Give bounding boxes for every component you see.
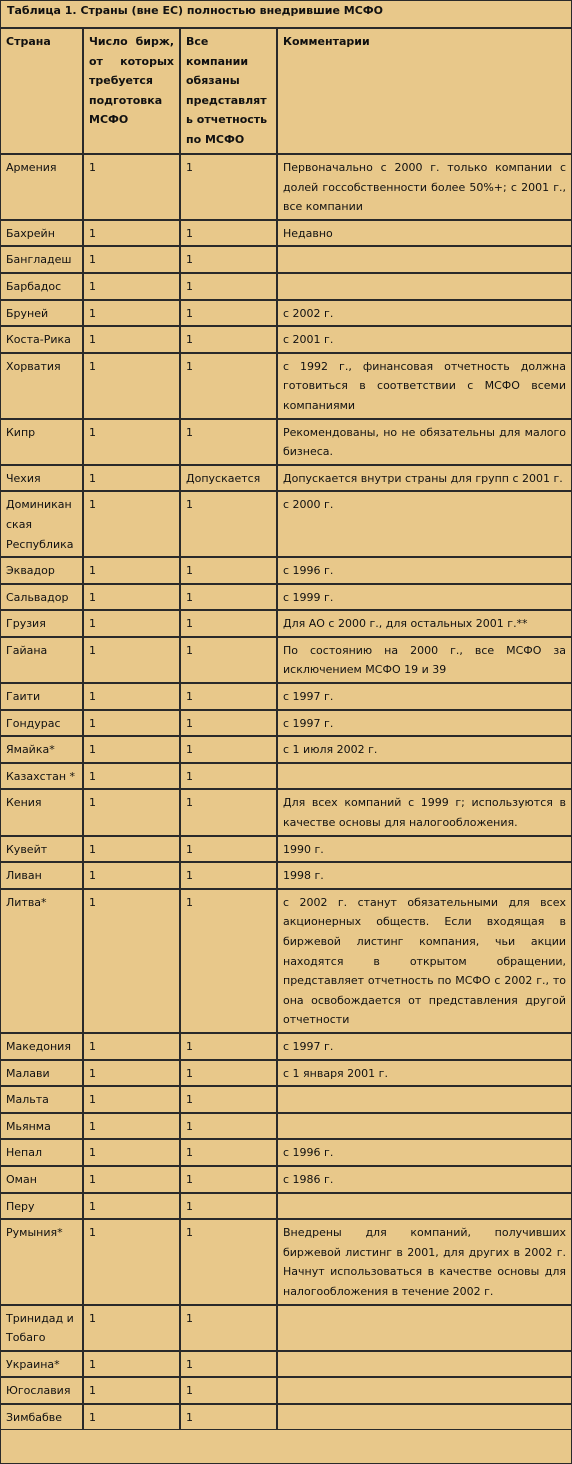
- all-companies-cell: 1: [180, 220, 277, 247]
- table-row: [1, 637, 571, 683]
- table-row: [1, 1086, 571, 1113]
- country-cell: Грузия: [1, 610, 83, 637]
- exchanges-cell: 1: [83, 1166, 180, 1193]
- exchanges-cell: 1: [83, 584, 180, 611]
- country-cell: Мальта: [1, 1086, 83, 1113]
- comment-cell: Допускается внутри страны для групп с 2001 г.: [277, 465, 571, 492]
- country-cell: Бруней: [1, 300, 83, 327]
- table-row: [1, 1404, 571, 1431]
- country-cell: Кения: [1, 789, 83, 835]
- country-cell: Ливан: [1, 862, 83, 889]
- table-row: [1, 1305, 571, 1351]
- comment-cell: с 1997 г.: [277, 683, 571, 710]
- table-row: [1, 1219, 571, 1304]
- header-comments: Комментарии: [277, 28, 571, 154]
- comment-cell: [277, 1086, 571, 1113]
- comment-cell: [277, 1351, 571, 1378]
- table-row: [1, 1166, 571, 1193]
- exchanges-cell: 1: [83, 1377, 180, 1404]
- all-companies-cell: 1: [180, 1060, 277, 1087]
- table-row: [1, 736, 571, 763]
- table-row: [1, 419, 571, 465]
- comment-cell: Внедрены для компаний, получивших биржевой листинг в 2001, для других в 2002 г. Начнут использоваться в качестве основы для налогообложения в течение 2002 г.: [277, 1219, 571, 1304]
- exchanges-cell: 1: [83, 862, 180, 889]
- table-row: [1, 710, 571, 737]
- table-row: [1, 862, 571, 889]
- table-row: [1, 491, 571, 557]
- all-companies-cell: 1: [180, 1305, 277, 1351]
- all-companies-cell: 1: [180, 1086, 277, 1113]
- comment-cell: По состоянию на 2000 г., все МСФО за исключением МСФО 19 и 39: [277, 637, 571, 683]
- comment-cell: Для всех компаний с 1999 г; используются в качестве основы для налогообложения.: [277, 789, 571, 835]
- all-companies-cell: 1: [180, 610, 277, 637]
- country-cell: Украина*: [1, 1351, 83, 1378]
- country-cell: Румыния*: [1, 1219, 83, 1304]
- country-cell: Гондурас: [1, 710, 83, 737]
- comment-cell: с 2001 г.: [277, 326, 571, 353]
- table-row: [1, 1033, 571, 1060]
- exchanges-cell: 1: [83, 465, 180, 492]
- exchanges-cell: 1: [83, 610, 180, 637]
- comment-cell: 1998 г.: [277, 862, 571, 889]
- comment-cell: 1990 г.: [277, 836, 571, 863]
- country-cell: Непал: [1, 1139, 83, 1166]
- country-cell: Казахстан *: [1, 763, 83, 790]
- countries-table: [1, 28, 571, 1430]
- country-cell: Коста-Рика: [1, 326, 83, 353]
- all-companies-cell: 1: [180, 710, 277, 737]
- exchanges-cell: 1: [83, 1351, 180, 1378]
- all-companies-cell: 1: [180, 246, 277, 273]
- country-cell: Кувейт: [1, 836, 83, 863]
- comment-cell: с 1996 г.: [277, 557, 571, 584]
- country-cell: Ямайка*: [1, 736, 83, 763]
- all-companies-cell: 1: [180, 1193, 277, 1220]
- all-companies-cell: 1: [180, 491, 277, 557]
- all-companies-cell: 1: [180, 736, 277, 763]
- exchanges-cell: 1: [83, 300, 180, 327]
- comment-cell: [277, 246, 571, 273]
- exchanges-cell: 1: [83, 491, 180, 557]
- header-row: [1, 28, 571, 154]
- comment-cell: с 1 января 2001 г.: [277, 1060, 571, 1087]
- table-row: [1, 836, 571, 863]
- comment-cell: [277, 1193, 571, 1220]
- country-cell: Чехия: [1, 465, 83, 492]
- table-row: [1, 1193, 571, 1220]
- exchanges-cell: 1: [83, 1139, 180, 1166]
- exchanges-cell: 1: [83, 1193, 180, 1220]
- table-row: [1, 465, 571, 492]
- all-companies-cell: 1: [180, 889, 277, 1033]
- table-row: [1, 154, 571, 220]
- exchanges-cell: 1: [83, 637, 180, 683]
- header-exchanges: Число бирж, от которых требуется подготовка МСФО: [83, 28, 180, 154]
- comment-cell: с 1999 г.: [277, 584, 571, 611]
- comment-cell: с 2002 г.: [277, 300, 571, 327]
- table-row: [1, 557, 571, 584]
- exchanges-cell: 1: [83, 789, 180, 835]
- exchanges-cell: 1: [83, 220, 180, 247]
- all-companies-cell: 1: [180, 637, 277, 683]
- table-row: [1, 300, 571, 327]
- country-cell: Эквадор: [1, 557, 83, 584]
- table-row: [1, 889, 571, 1033]
- comment-cell: [277, 273, 571, 300]
- all-companies-cell: 1: [180, 273, 277, 300]
- exchanges-cell: 1: [83, 273, 180, 300]
- table-row: [1, 1139, 571, 1166]
- comment-cell: с 2000 г.: [277, 491, 571, 557]
- exchanges-cell: 1: [83, 1305, 180, 1351]
- comment-cell: Первоначально с 2000 г. только компании с долей госсобственности более 50%+; с 2001 г., все компании: [277, 154, 571, 220]
- country-cell: Македония: [1, 1033, 83, 1060]
- all-companies-cell: 1: [180, 1404, 277, 1431]
- all-companies-cell: 1: [180, 789, 277, 835]
- exchanges-cell: 1: [83, 154, 180, 220]
- table-title: Таблица 1. Страны (вне ЕС) полностью внедрившие МСФО: [1, 1, 571, 28]
- country-cell: Сальвадор: [1, 584, 83, 611]
- comment-cell: Недавно: [277, 220, 571, 247]
- country-cell: Хорватия: [1, 353, 83, 419]
- exchanges-cell: 1: [83, 557, 180, 584]
- all-companies-cell: 1: [180, 1351, 277, 1378]
- table-row: [1, 763, 571, 790]
- comment-cell: [277, 1404, 571, 1431]
- all-companies-cell: 1: [180, 1377, 277, 1404]
- exchanges-cell: 1: [83, 736, 180, 763]
- table-row: [1, 683, 571, 710]
- exchanges-cell: 1: [83, 1113, 180, 1140]
- all-companies-cell: 1: [180, 683, 277, 710]
- table-row: [1, 789, 571, 835]
- comment-cell: [277, 1377, 571, 1404]
- comment-cell: [277, 1305, 571, 1351]
- comment-cell: Для АО с 2000 г., для остальных 2001 г.**: [277, 610, 571, 637]
- country-cell: Мьянма: [1, 1113, 83, 1140]
- all-companies-cell: 1: [180, 353, 277, 419]
- all-companies-cell: 1: [180, 1139, 277, 1166]
- country-cell: Бангладеш: [1, 246, 83, 273]
- exchanges-cell: 1: [83, 246, 180, 273]
- exchanges-cell: 1: [83, 353, 180, 419]
- country-cell: Гаити: [1, 683, 83, 710]
- country-cell: Тринидад и Тобаго: [1, 1305, 83, 1351]
- all-companies-cell: 1: [180, 557, 277, 584]
- table-row: [1, 220, 571, 247]
- comment-cell: с 1 июля 2002 г.: [277, 736, 571, 763]
- comment-cell: с 2002 г. станут обязательными для всех акционерных обществ. Если входящая в биржевой листинг компания, чьи акции находятся в открытом обращении, представляет отчетность по МСФО с 2002 г., то она освобождается от представления другой отчетности: [277, 889, 571, 1033]
- country-cell: Малави: [1, 1060, 83, 1087]
- country-cell: Гайана: [1, 637, 83, 683]
- country-cell: Кипр: [1, 419, 83, 465]
- table-body: [1, 154, 571, 1430]
- country-cell: Перу: [1, 1193, 83, 1220]
- exchanges-cell: 1: [83, 419, 180, 465]
- comment-cell: с 1992 г., финансовая отчетность должна готовиться в соответствии с МСФО всеми компаниями: [277, 353, 571, 419]
- exchanges-cell: 1: [83, 889, 180, 1033]
- exchanges-cell: 1: [83, 763, 180, 790]
- exchanges-cell: 1: [83, 1219, 180, 1304]
- country-cell: Доминиканская Республика: [1, 491, 83, 557]
- all-companies-cell: Допускается: [180, 465, 277, 492]
- all-companies-cell: 1: [180, 763, 277, 790]
- exchanges-cell: 1: [83, 1404, 180, 1431]
- all-companies-cell: 1: [180, 419, 277, 465]
- table-row: [1, 1377, 571, 1404]
- country-cell: Зимбабве: [1, 1404, 83, 1431]
- comment-cell: Рекомендованы, но не обязательны для малого бизнеса.: [277, 419, 571, 465]
- all-companies-cell: 1: [180, 1219, 277, 1304]
- table-row: [1, 610, 571, 637]
- all-companies-cell: 1: [180, 154, 277, 220]
- exchanges-cell: 1: [83, 836, 180, 863]
- all-companies-cell: 1: [180, 326, 277, 353]
- all-companies-cell: 1: [180, 836, 277, 863]
- country-cell: Оман: [1, 1166, 83, 1193]
- exchanges-cell: 1: [83, 683, 180, 710]
- table-row: [1, 246, 571, 273]
- comment-cell: с 1986 г.: [277, 1166, 571, 1193]
- all-companies-cell: 1: [180, 1113, 277, 1140]
- comment-cell: [277, 1113, 571, 1140]
- all-companies-cell: 1: [180, 862, 277, 889]
- country-cell: Югославия: [1, 1377, 83, 1404]
- table-row: [1, 326, 571, 353]
- exchanges-cell: 1: [83, 1033, 180, 1060]
- table-row: [1, 584, 571, 611]
- exchanges-cell: 1: [83, 1086, 180, 1113]
- comment-cell: с 1997 г.: [277, 1033, 571, 1060]
- all-companies-cell: 1: [180, 584, 277, 611]
- exchanges-cell: 1: [83, 710, 180, 737]
- header-country: Страна: [1, 28, 83, 154]
- comment-cell: с 1997 г.: [277, 710, 571, 737]
- table-row: [1, 273, 571, 300]
- exchanges-cell: 1: [83, 1060, 180, 1087]
- all-companies-cell: 1: [180, 300, 277, 327]
- table-row: [1, 1060, 571, 1087]
- all-companies-cell: 1: [180, 1166, 277, 1193]
- table-row: [1, 1113, 571, 1140]
- comment-cell: [277, 763, 571, 790]
- country-cell: Бахрейн: [1, 220, 83, 247]
- comment-cell: с 1996 г.: [277, 1139, 571, 1166]
- country-cell: Литва*: [1, 889, 83, 1033]
- all-companies-cell: 1: [180, 1033, 277, 1060]
- table-row: [1, 353, 571, 419]
- country-cell: Барбадос: [1, 273, 83, 300]
- header-all-companies: Все компании обязаны представлять отчетность по МСФО: [180, 28, 277, 154]
- country-cell: Армения: [1, 154, 83, 220]
- exchanges-cell: 1: [83, 326, 180, 353]
- table-row: [1, 1351, 571, 1378]
